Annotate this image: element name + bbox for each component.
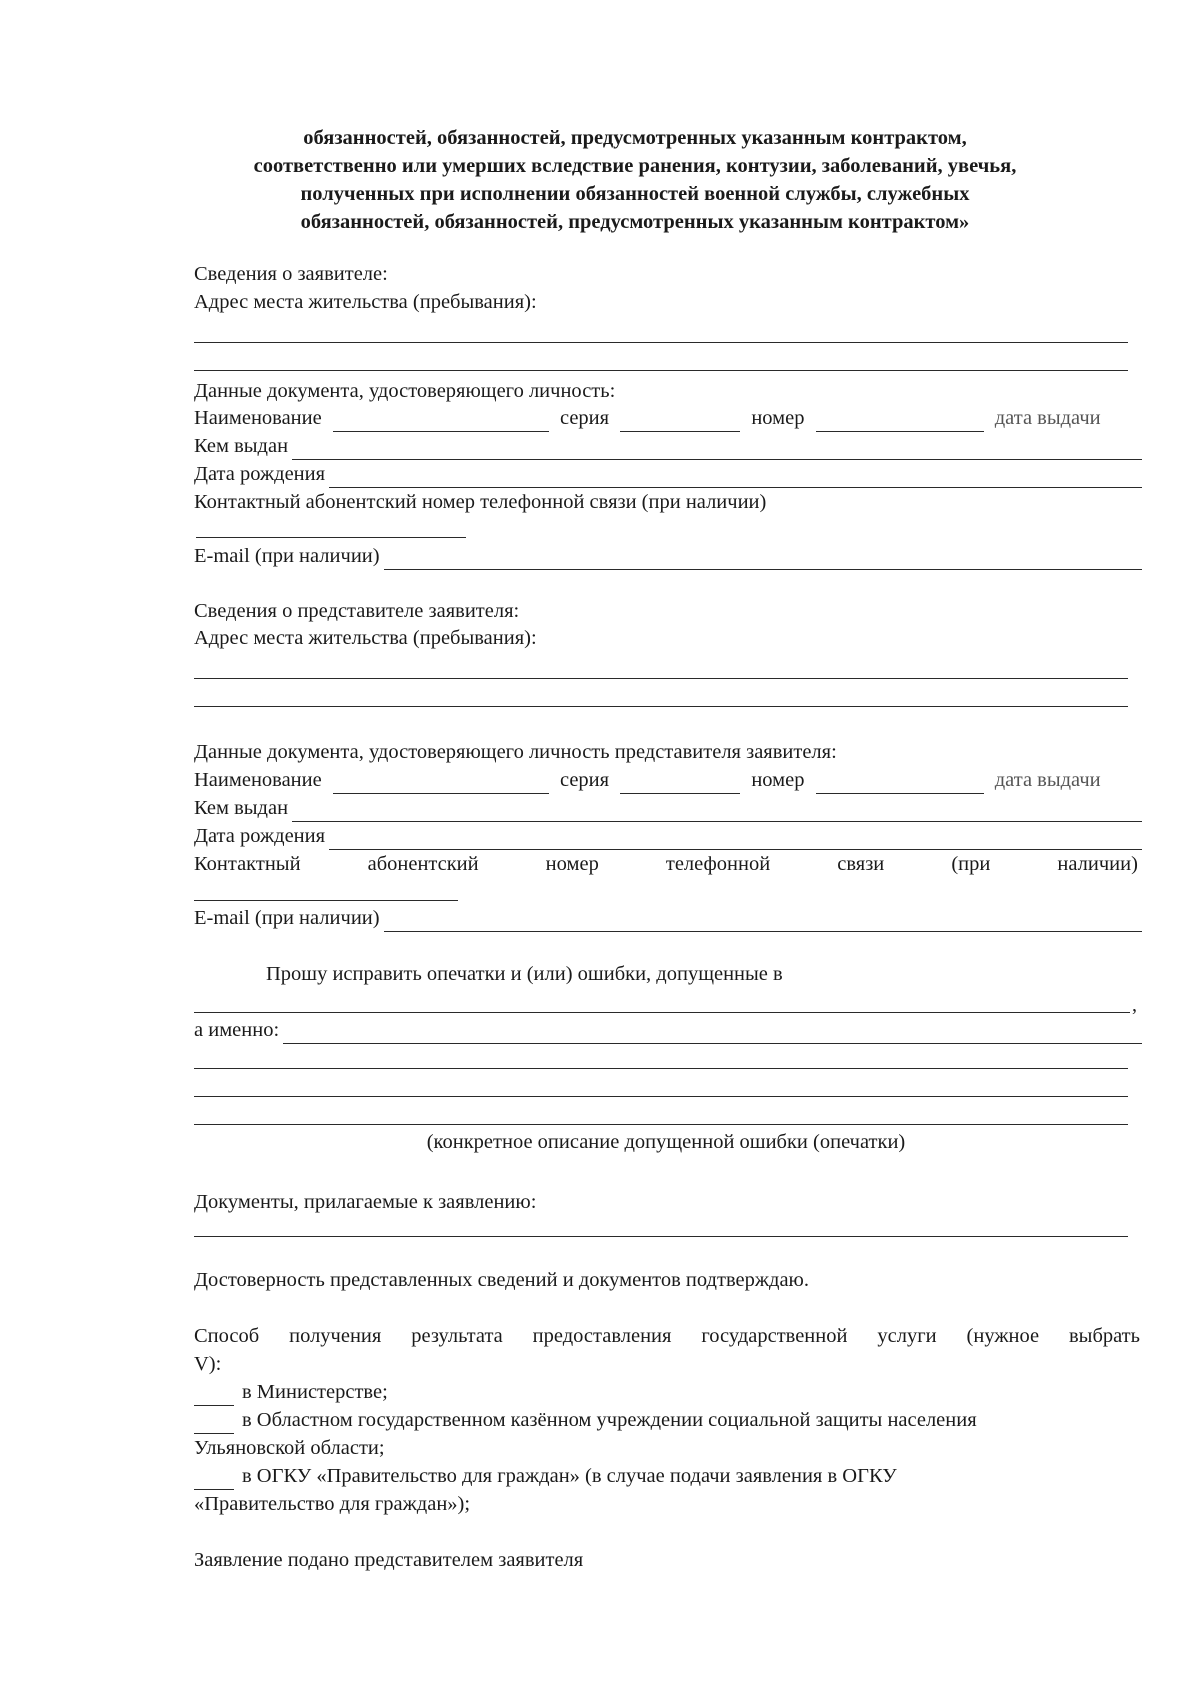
doc-series-label: серия <box>559 407 610 429</box>
rep-phone-word: Контактный <box>194 853 301 875</box>
request-document-field[interactable] <box>194 1012 1130 1013</box>
delivery-option-institution <box>194 1406 1146 1434</box>
delivery-option-label: в Областном государственном казённом учреждении социальной защиты населения <box>242 1409 977 1431</box>
rep-birth-date-label: Дата рождения <box>194 825 326 847</box>
applicant-id-doc-label: Данные документа, удостоверяющего личность: <box>194 380 616 402</box>
applicant-heading: Сведения о заявителе: <box>194 263 388 285</box>
representative-address-line-1[interactable] <box>194 678 1128 679</box>
email-field[interactable] <box>384 547 1142 570</box>
rep-doc-issue-date-label: дата выдачи <box>994 769 1101 791</box>
doc-name-field[interactable] <box>333 411 549 432</box>
title-line-1: обязанностей, обязанностей, предусмотренных указанным контрактом, <box>303 127 967 149</box>
applicant-id-row <box>194 404 1146 432</box>
representative-email-row <box>194 904 1146 932</box>
rep-phone-word: номер <box>545 853 599 875</box>
rep-doc-series-field[interactable] <box>620 773 740 794</box>
document-title <box>150 124 1120 236</box>
birth-date-field[interactable] <box>329 465 1142 488</box>
representative-address-label: Адрес места жительства (пребывания): <box>194 627 537 649</box>
rep-doc-name-field[interactable] <box>333 773 549 794</box>
rep-birth-date-field[interactable] <box>329 827 1142 850</box>
representative-phone-label <box>194 850 1138 878</box>
applicant-address-label: Адрес места жительства (пребывания): <box>194 291 537 313</box>
rep-phone-word: телефонной <box>665 853 771 875</box>
applicant-issued-by-row <box>194 432 1146 460</box>
applicant-birth-date-row <box>194 460 1146 488</box>
title-line-3: полученных при исполнении обязанностей военной службы, служебных <box>300 183 970 205</box>
delivery-checkbox-ministry[interactable] <box>194 1385 234 1406</box>
issued-by-label: Кем выдан <box>194 435 289 457</box>
delivery-option-mfc <box>194 1462 1146 1490</box>
representative-address-line-2[interactable] <box>194 706 1128 707</box>
representative-heading: Сведения о представителе заявителя: <box>194 600 520 622</box>
namely-field[interactable] <box>283 1021 1142 1044</box>
representative-id-row <box>194 766 1146 794</box>
delivery-option-ministry <box>194 1378 1146 1406</box>
applicant-address-line-2[interactable] <box>194 370 1128 371</box>
applicant-phone-label: Контактный абонентский номер телефонной связи (при наличии) <box>194 491 767 513</box>
delivery-option-mfc-cont: «Правительство для граждан»); <box>194 1493 471 1515</box>
attachments-field[interactable] <box>194 1236 1128 1237</box>
rep-email-label: E-mail (при наличии) <box>194 907 380 929</box>
rep-email-field[interactable] <box>384 909 1142 932</box>
rep-doc-number-field[interactable] <box>816 773 984 794</box>
error-description-line-2[interactable] <box>194 1096 1128 1097</box>
applicant-phone-field[interactable] <box>196 537 466 538</box>
rep-phone-word: связи <box>837 853 885 875</box>
request-comma: , <box>1132 994 1137 1016</box>
error-description-line-3[interactable] <box>194 1124 1128 1125</box>
issued-by-field[interactable] <box>292 437 1142 460</box>
rep-doc-number-label: номер <box>751 769 805 791</box>
rep-phone-field[interactable] <box>194 900 458 901</box>
representative-issued-by-row <box>194 794 1146 822</box>
rep-doc-name-label: Наименование <box>194 769 322 791</box>
title-line-2: соответственно или умерших вследствие ранения, контузии, заболеваний, увечья, <box>253 155 1017 177</box>
delivery-option-label: в Министерстве; <box>242 1381 388 1403</box>
representative-birth-date-row <box>194 822 1146 850</box>
delivery-option-institution-cont: Ульяновской области; <box>194 1437 385 1459</box>
delivery-checkbox-institution[interactable] <box>194 1413 234 1434</box>
title-line-4: обязанностей, обязанностей, предусмотренных указанным контрактом» <box>300 211 970 233</box>
attachments-label: Документы, прилагаемые к заявлению: <box>194 1191 537 1213</box>
representative-id-doc-label: Данные документа, удостоверяющего личность представителя заявителя: <box>194 741 837 763</box>
applicant-email-row <box>194 542 1146 570</box>
delivery-intro-line-1: Способ получения результата предоставления государственной услуги (нужное выбрать <box>194 1325 1140 1347</box>
confirmation-text: Достоверность представленных сведений и документов подтверждаю. <box>194 1269 809 1291</box>
error-description-caption: (конкретное описание допущенной ошибки (опечатки) <box>426 1131 906 1153</box>
namely-row <box>194 1016 1146 1044</box>
namely-label: а именно: <box>194 1019 280 1041</box>
error-description-line-1[interactable] <box>194 1068 1128 1069</box>
request-text: Прошу исправить опечатки и (или) ошибки, допущенные в <box>266 963 783 985</box>
delivery-checkbox-mfc[interactable] <box>194 1469 234 1490</box>
rep-phone-word: абонентский <box>367 853 479 875</box>
doc-number-label: номер <box>751 407 805 429</box>
submitted-by-text: Заявление подано представителем заявителя <box>194 1549 584 1571</box>
rep-doc-series-label: серия <box>559 769 610 791</box>
applicant-address-line-1[interactable] <box>194 342 1128 343</box>
doc-series-field[interactable] <box>620 411 740 432</box>
rep-issued-by-field[interactable] <box>292 799 1142 822</box>
doc-number-field[interactable] <box>816 411 984 432</box>
email-label: E-mail (при наличии) <box>194 545 380 567</box>
birth-date-label: Дата рождения <box>194 463 326 485</box>
doc-issue-date-label: дата выдачи <box>994 407 1101 429</box>
doc-name-label: Наименование <box>194 407 322 429</box>
delivery-option-label: в ОГКУ «Правительство для граждан» (в случае подачи заявления в ОГКУ <box>242 1465 897 1487</box>
delivery-intro-line-2: V): <box>194 1353 222 1375</box>
rep-phone-word: (при <box>951 853 991 875</box>
rep-phone-word: наличии) <box>1057 853 1138 875</box>
rep-issued-by-label: Кем выдан <box>194 797 289 819</box>
